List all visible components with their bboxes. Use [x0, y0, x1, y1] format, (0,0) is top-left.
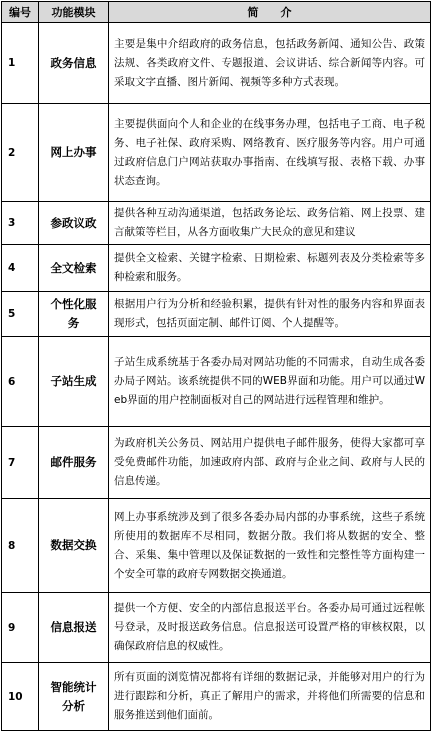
table-row	[2, 292, 431, 337]
table-row	[2, 337, 431, 427]
table-row	[2, 202, 431, 245]
row-desc: 主要提供面向个人和企业的在线事务办理，包括电子工商、电子税务、电子社保、政府采购、网络教育、医疗服务等内容。用户可通过政府信息门户网站获取办事指南、在线填写报、表格下载、办事状态查询。	[109, 104, 431, 202]
row-module: 智能统计分析	[39, 663, 109, 731]
table-row	[2, 427, 431, 499]
row-module: 全文检索	[39, 245, 109, 292]
row-module: 网上办事	[39, 104, 109, 202]
row-desc: 提供全文检索、关键字检索、日期检索、标题列表及分类检索等多种检索和服务。	[109, 245, 431, 292]
row-desc: 子站生成系统基于各委办局对网站功能的不同需求，自动生成各委办局子网站。该系统提供不同的WEB界面和功能。用户可以通过Web界面的用户控制面板对自己的网站进行远程管理和维护。	[109, 337, 431, 427]
row-desc: 根据用户行为分析和经验积累，提供有针对性的服务内容和界面表现形式，包括页面定制、邮件订阅、个人提醒等。	[109, 292, 431, 337]
row-desc: 为政府机关公务员、网站用户提供电子邮件服务，使得大家都可享受免费邮件功能，加速政府内部、政府与企业之间、政府与人民的信息传递。	[109, 427, 431, 499]
row-desc: 提供一个方便、安全的内部信息报送平台。各委办局可通过远程帐号登录，及时报送政务信息。信息报送可设置严格的审核权限，以确保政府信息的权威性。	[109, 593, 431, 663]
row-module: 参政议政	[39, 202, 109, 245]
function-table	[1, 1, 431, 731]
row-module: 个性化服务	[39, 292, 109, 337]
table-row	[2, 499, 431, 593]
row-num: 3	[2, 202, 39, 245]
row-num: 2	[2, 104, 39, 202]
row-num: 4	[2, 245, 39, 292]
row-num: 9	[2, 593, 39, 663]
row-num: 8	[2, 499, 39, 593]
row-module: 信息报送	[39, 593, 109, 663]
row-num: 10	[2, 663, 39, 731]
table-row	[2, 593, 431, 663]
header-num: 编号	[2, 2, 39, 23]
table-row	[2, 663, 431, 731]
row-desc: 所有页面的浏览情况都将有详细的数据记录，并能够对用户的行为进行跟踪和分析，真正了解用户的需求，并将他们所需要的信息和服务推送到他们面前。	[109, 663, 431, 731]
row-desc: 主要是集中介绍政府的政务信息，包括政务新闻、通知公告、政策法规、各类政府文件、专题报道、会议讲话、综合新闻等内容。可采取文字直播、图片新闻、视频等多种方式表现。	[109, 23, 431, 104]
header-desc: 简 介	[109, 2, 431, 23]
row-module: 政务信息	[39, 23, 109, 104]
row-desc: 网上办事系统涉及到了很多各委办局内部的办事系统，这些子系统所使用的数据库不尽相同，数据分散。我们将从数据的安全、整合、采集、集中管理以及保证数据的一致性和完整性等方面构建一个安全可靠的政府专网数据交换通道。	[109, 499, 431, 593]
header-module: 功能模块	[39, 2, 109, 23]
table-header-row	[2, 2, 431, 23]
row-module: 数据交换	[39, 499, 109, 593]
row-module: 邮件服务	[39, 427, 109, 499]
table-row	[2, 104, 431, 202]
row-desc: 提供各种互动沟通渠道，包括政务论坛、政务信箱、网上投票、建言献策等栏目，从各方面收集广大民众的意见和建议	[109, 202, 431, 245]
table-row	[2, 245, 431, 292]
table-row	[2, 23, 431, 104]
row-module: 子站生成	[39, 337, 109, 427]
row-num: 1	[2, 23, 39, 104]
row-num: 6	[2, 337, 39, 427]
row-num: 5	[2, 292, 39, 337]
row-num: 7	[2, 427, 39, 499]
